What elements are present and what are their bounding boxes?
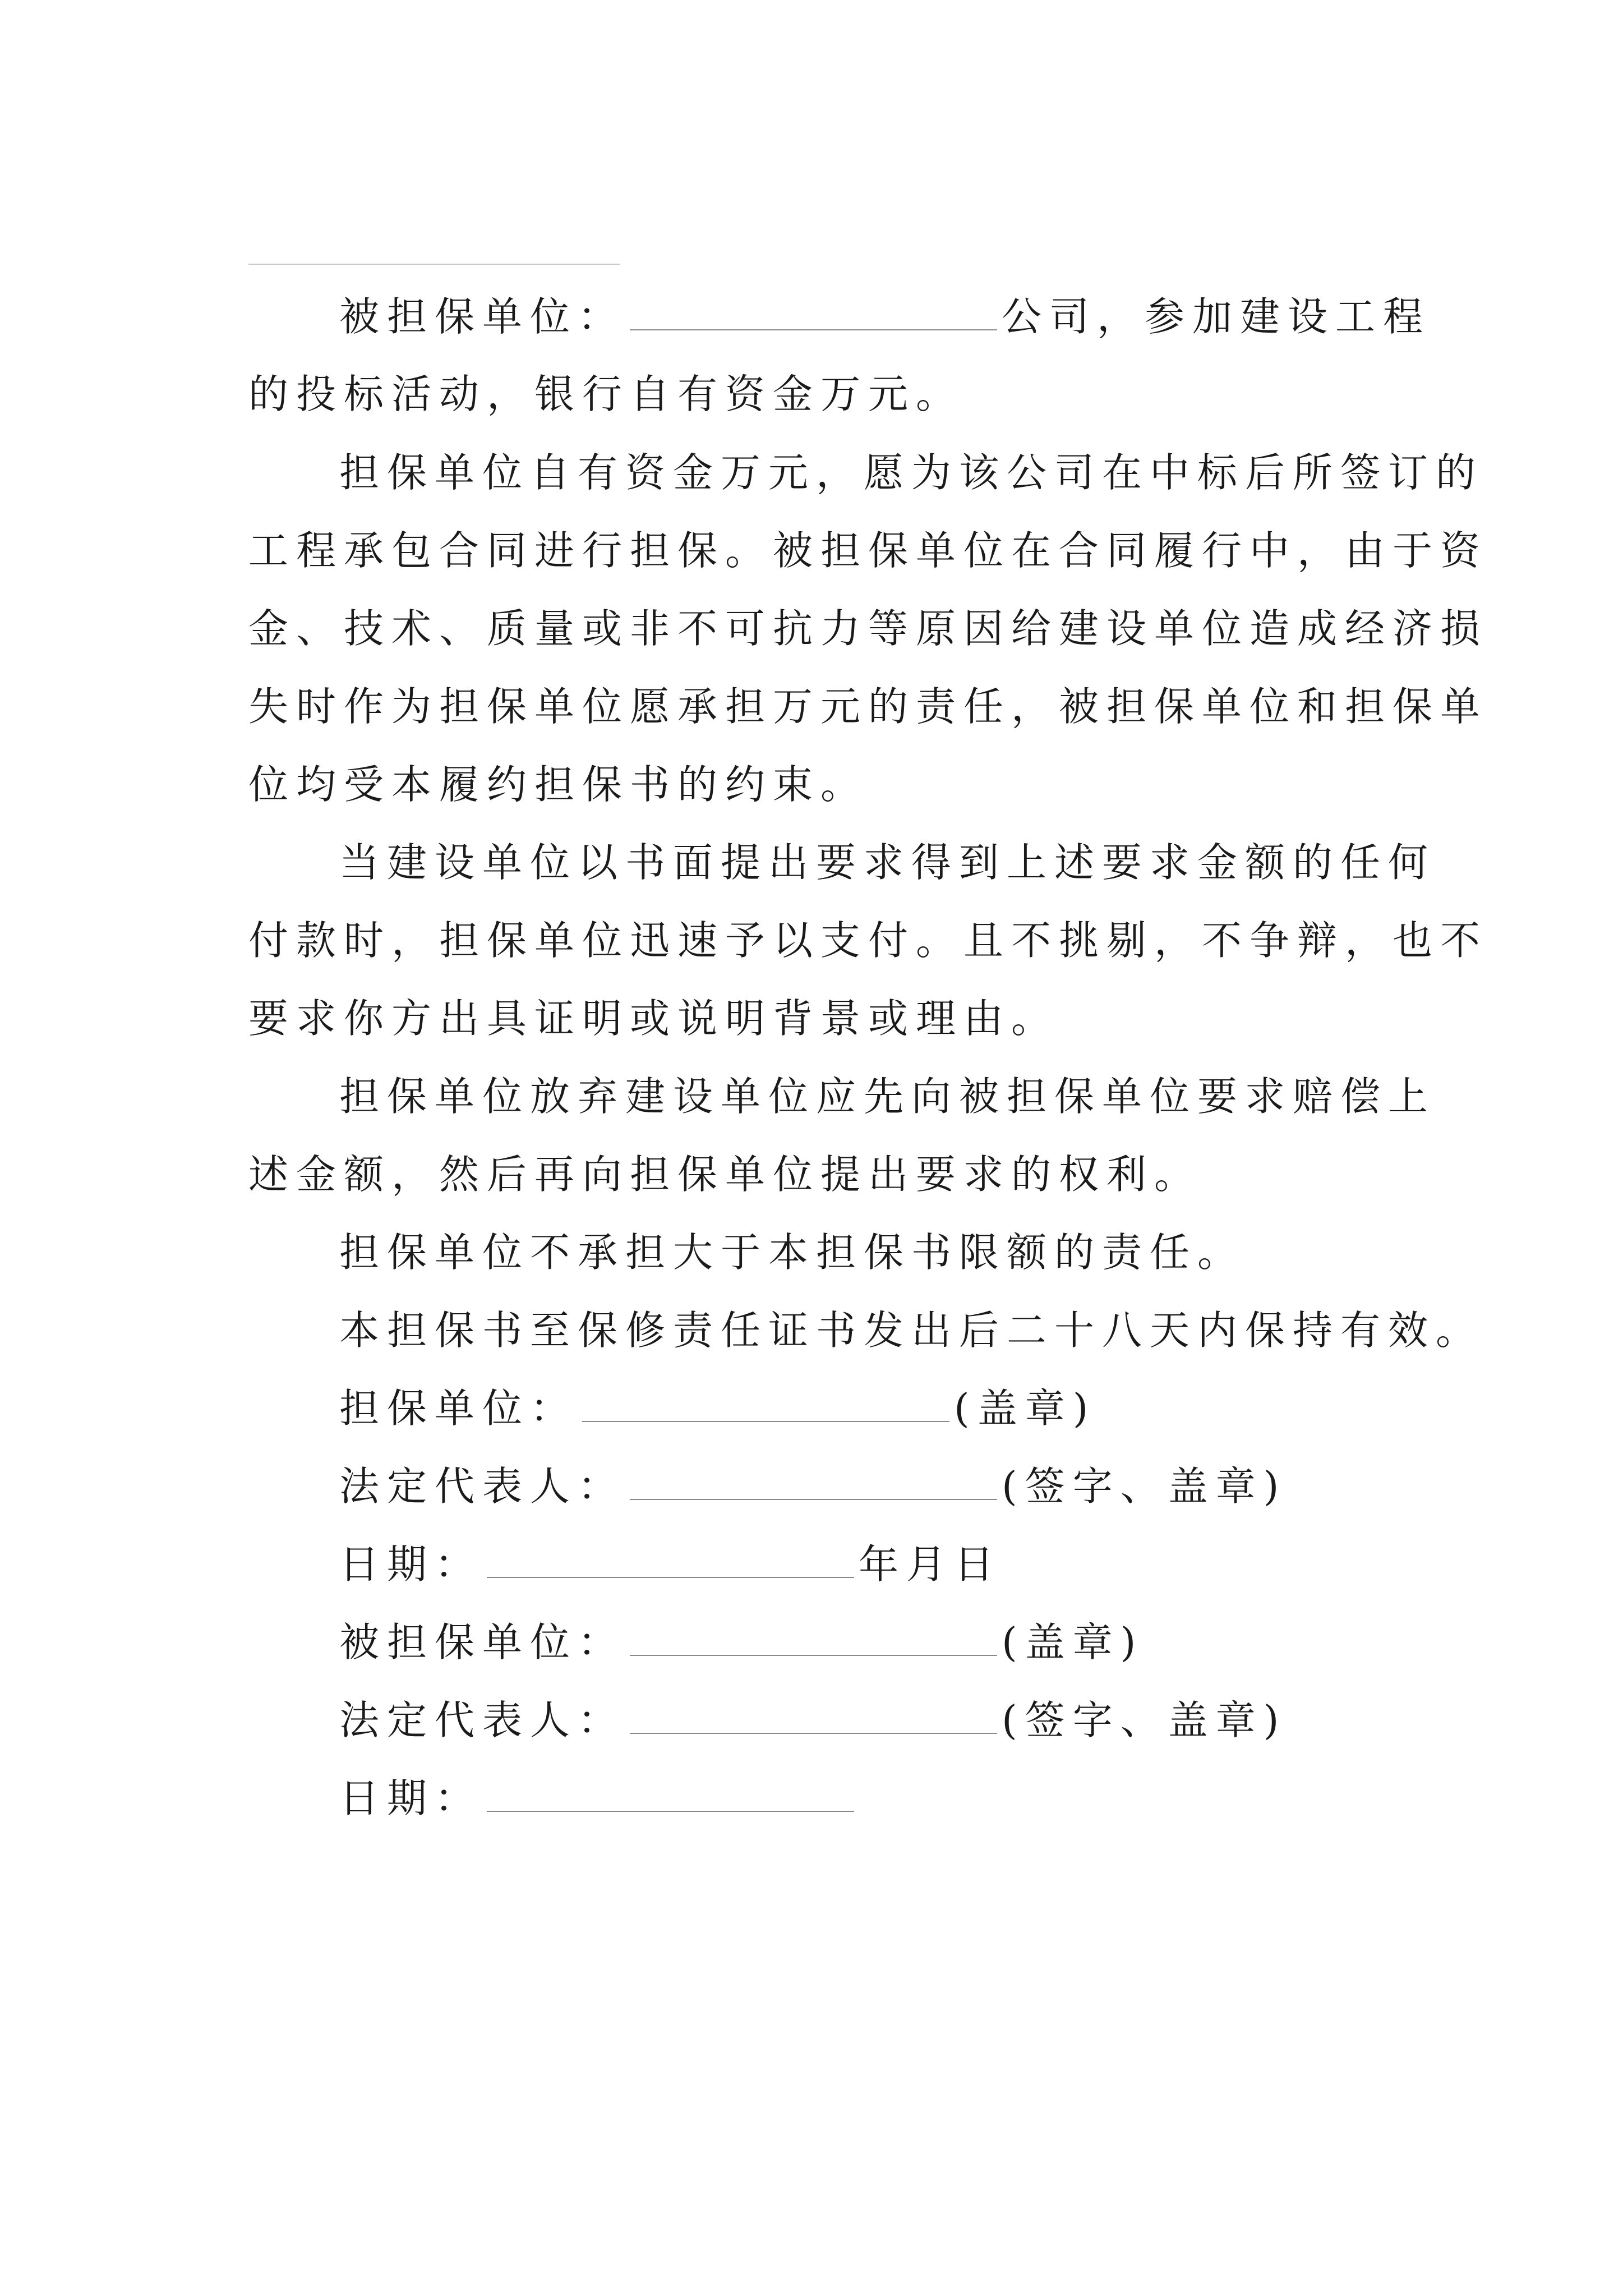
signature-legal-rep-row <box>339 1447 1287 1525</box>
date-label: 日期： <box>339 1541 483 1588</box>
header-rule <box>248 264 620 265</box>
guaranteed-label: 被担保单位： <box>339 1619 626 1665</box>
date2-blank[interactable] <box>487 1777 854 1812</box>
paragraph-4-line-2: 述金额，然后再向担保单位提出要求的权利。 <box>248 1151 1202 1198</box>
paragraph-3-line-3: 要求你方出具证明或说明背景或理由。 <box>248 995 1059 1042</box>
guarantor-label: 担保单位： <box>339 1385 578 1432</box>
signature-legal-rep2-row <box>339 1681 1287 1759</box>
paragraph-4-line-1: 担保单位放弃建设单位应先向被担保单位要求赔偿上 <box>339 1073 1436 1120</box>
signature-guarantor-row <box>339 1369 1096 1447</box>
paragraph-3-line-1: 当建设单位以书面提出要求得到上述要求金额的任何 <box>339 839 1436 886</box>
legal-rep-seal-note: (签字、盖章) <box>1002 1463 1287 1510</box>
guarantor-seal-note: (盖章) <box>954 1385 1096 1432</box>
legal-rep-blank[interactable] <box>630 1465 997 1500</box>
guaranteed-party-blank[interactable] <box>630 296 997 330</box>
signature-date2-row <box>339 1759 859 1837</box>
legal-rep2-label: 法定代表人： <box>339 1697 626 1743</box>
paragraph-6: 本担保书至保修责任证书发出后二十八天内保持有效。 <box>339 1307 1484 1354</box>
date-suffix: 年月日 <box>859 1541 1002 1588</box>
paragraph-2-line-2: 工程承包合同进行担保。被担保单位在合同履行中，由于资 <box>248 527 1488 574</box>
paragraph-2-line-4: 失时作为担保单位愿承担万元的责任，被担保单位和担保单 <box>248 683 1488 730</box>
guaranteed-seal-note: (盖章) <box>1002 1619 1144 1665</box>
paragraph-2-line-3: 金、技术、质量或非不可抗力等原因给建设单位造成经济损 <box>248 605 1488 652</box>
paragraph-1-line-2: 的投标活动，银行自有资金万元。 <box>248 371 964 417</box>
date-blank[interactable] <box>487 1543 854 1578</box>
legal-rep-label: 法定代表人： <box>339 1463 626 1510</box>
paragraph-5: 担保单位不承担大于本担保书限额的责任。 <box>339 1229 1246 1276</box>
guaranteed-blank[interactable] <box>630 1621 997 1656</box>
paragraph-2-line-5: 位均受本履约担保书的约束。 <box>248 761 869 808</box>
paragraph-1-line-1 <box>339 278 1431 356</box>
signature-guaranteed-row <box>339 1603 1144 1681</box>
legal-rep2-blank[interactable] <box>630 1699 997 1734</box>
guarantor-blank[interactable] <box>582 1387 949 1422</box>
company-text: 公司，参加建设工程 <box>1002 293 1431 340</box>
date2-label: 日期： <box>339 1775 483 1821</box>
paragraph-3-line-2: 付款时，担保单位迅速予以支付。且不挑剔，不争辩，也不 <box>248 917 1488 964</box>
legal-rep2-seal-note: (签字、盖章) <box>1002 1697 1287 1743</box>
paragraph-2-line-1: 担保单位自有资金万元，愿为该公司在中标后所签订的 <box>339 449 1484 496</box>
guaranteed-party-label: 被担保单位： <box>339 293 626 340</box>
signature-date-row <box>339 1525 1002 1603</box>
